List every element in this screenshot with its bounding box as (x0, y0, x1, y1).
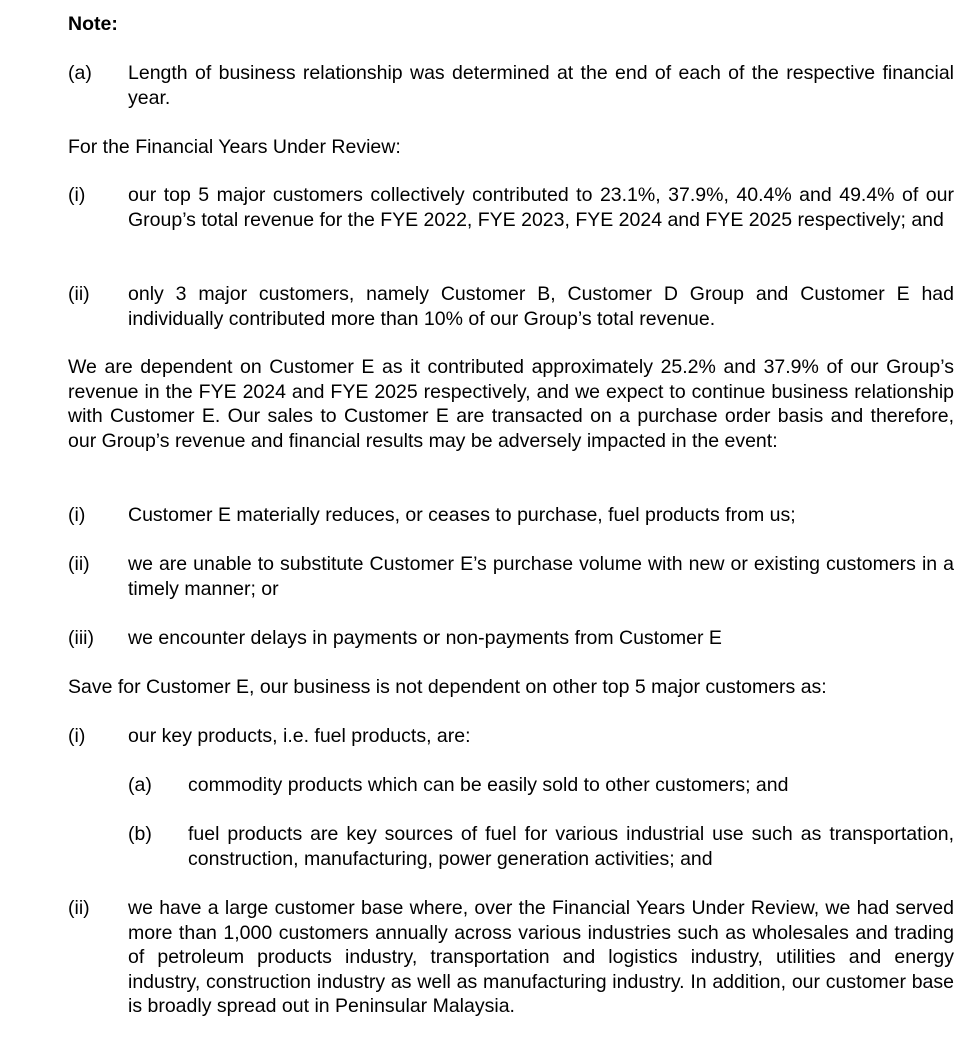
reason-sub-item-marker: (a) (128, 774, 152, 796)
reason-item-marker: (i) (68, 725, 86, 747)
dependency-paragraph: We are dependent on Customer E as it contributed approximately 25.2% and 37.9% of our Group’s revenue in the FYE 2024 and FYE 2025 respectively, and we expect to continue business relationship with Customer E. Our sales to Customer E are transacted on a purchase order basis and therefore, our Group’s revenue and financial results may be adversely impacted in the event: (68, 356, 954, 452)
reason-item-text: we have a large customer base where, over the Financial Years Under Review, we had served more than 1,000 customers annually across various industries such as wholesales and trading of petroleum products industry, transportation and logistics industry, utilities and energy industry, construction industry as well as manufacturing industry. In addition, our customer base is broadly spread out in Peninsular Malaysia. (128, 897, 954, 1017)
reason-sub-item-marker: (b) (128, 823, 152, 845)
reason-sub-item-text: commodity products which can be easily sold to other customers; and (188, 774, 789, 796)
reason-item-marker: (ii) (68, 897, 90, 919)
event-item-marker: (i) (68, 504, 86, 526)
review-item-text: only 3 major customers, namely Customer B, Customer D Group and Customer E had individually contributed more than 10% of our Group’s total revenue. (128, 283, 954, 330)
note-item-text: Length of business relationship was determined at the end of each of the respective financial year. (128, 62, 954, 109)
review-item-text: our top 5 major customers collectively contributed to 23.1%, 37.9%, 40.4% and 49.4% of our Group’s total revenue for the FYE 2022, FYE 2023, FYE 2024 and FYE 2025 respectively; and (128, 184, 954, 231)
reason-sub-item-text: fuel products are key sources of fuel for various industrial use such as transportation, construction, manufacturing, power generation activities; and (188, 823, 954, 870)
reason-item-text: our key products, i.e. fuel products, are: (128, 725, 471, 747)
event-item-marker: (ii) (68, 553, 90, 575)
note-item-marker: (a) (68, 62, 92, 84)
review-item-marker: (ii) (68, 283, 90, 305)
save-for-paragraph: Save for Customer E, our business is not dependent on other top 5 major customers as: (68, 676, 827, 698)
review-item-marker: (i) (68, 184, 86, 206)
event-item-text: we are unable to substitute Customer E’s purchase volume with new or existing customers in a timely manner; or (128, 553, 954, 600)
event-item-text: Customer E materially reduces, or ceases to purchase, fuel products from us; (128, 504, 796, 526)
note-title: Note: (68, 13, 118, 35)
event-item-marker: (iii) (68, 627, 94, 649)
event-item-text: we encounter delays in payments or non-payments from Customer E (128, 627, 722, 649)
review-intro: For the Financial Years Under Review: (68, 136, 401, 158)
